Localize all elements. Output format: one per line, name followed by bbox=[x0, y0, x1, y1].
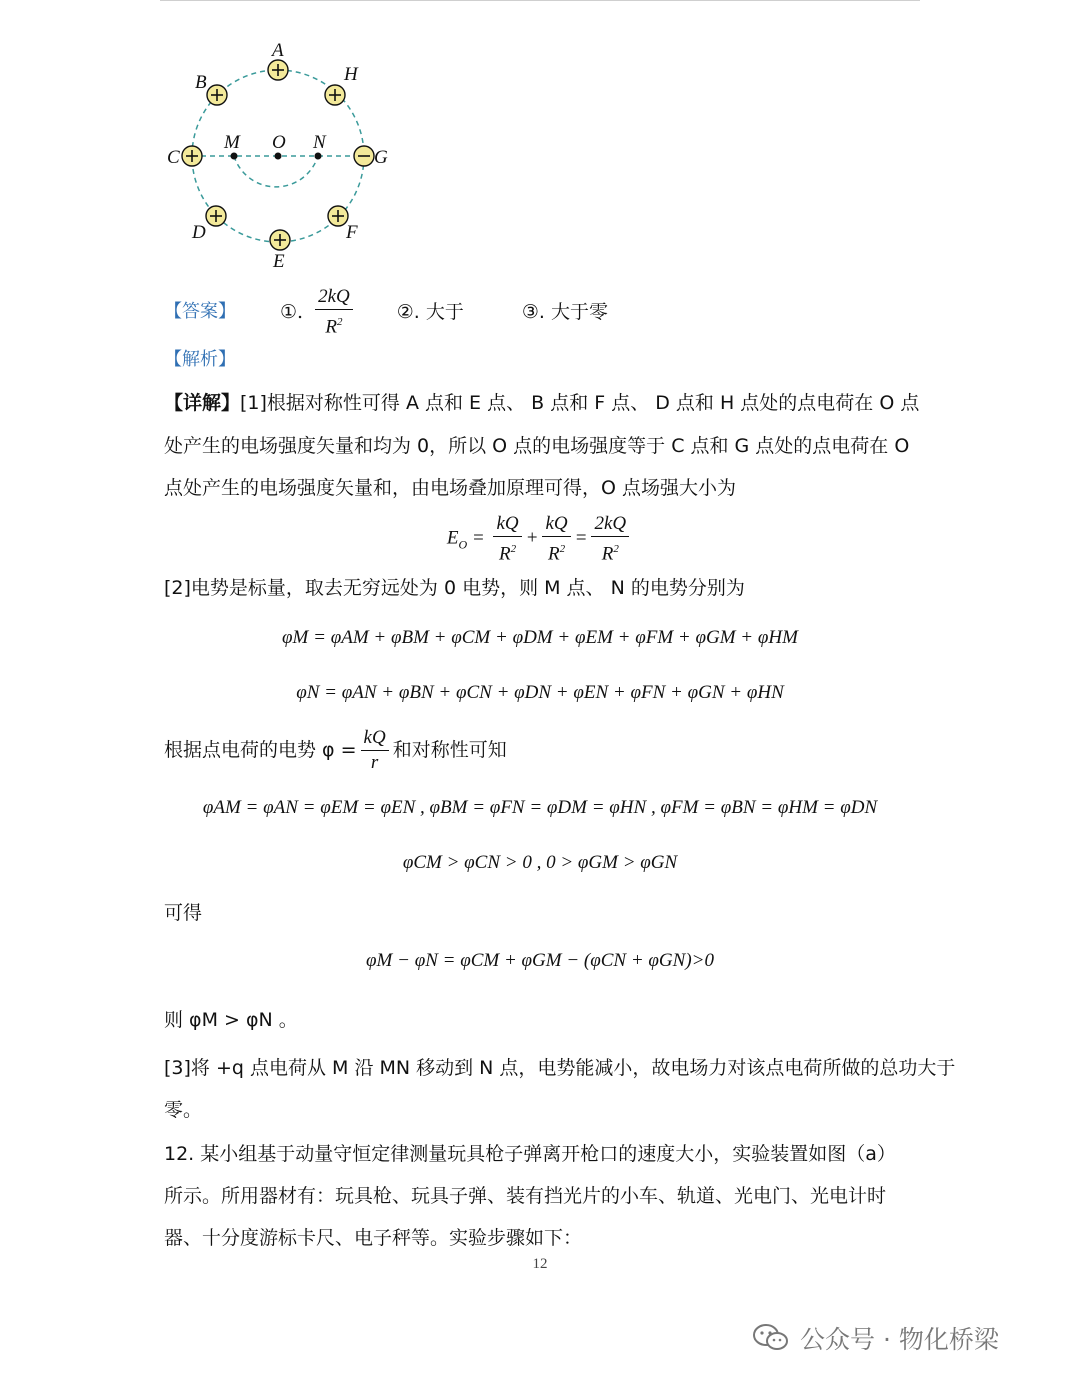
equation-inequality: φCM > φCN > 0 , 0 > φGM > φGN bbox=[402, 852, 678, 873]
charge-h-plus bbox=[325, 85, 345, 105]
wechat-icon bbox=[752, 1323, 790, 1353]
detail-line-7: 则 φM > φN 。 bbox=[164, 1009, 298, 1031]
detail-line-4: [2]电势是标量，取去无穷远处为 0 电势，则 M 点、 N 的电势分别为 bbox=[164, 577, 745, 599]
watermark-text: 公众号 · 物化桥梁 bbox=[800, 1325, 999, 1354]
detail-line-6: 可得 bbox=[164, 902, 203, 924]
detail-line-8: [3]将 +q 点电荷从 M 沿 MN 移动到 N 点，电势能减小，故电场力对该点电荷所做的总功大于 bbox=[164, 1057, 956, 1079]
equation-phi-n: φN = φAN + φBN + φCN + φDN + φEN + φFN + φGN + φHN bbox=[296, 682, 784, 703]
analysis-tag: 【解析】 bbox=[164, 349, 236, 370]
question-12-line-1: 12. 某小组基于动量守恒定律测量玩具枪子弹离开枪口的速度大小，实验装置如图（a） bbox=[164, 1143, 896, 1165]
point-n bbox=[315, 153, 322, 160]
detail-line-3: 点处产生的电场强度矢量和，由电场叠加原理可得，O 点场强大小为 bbox=[164, 477, 736, 499]
answer-1-fraction: $\frac{2kQ}{R^2}$ bbox=[315, 285, 353, 339]
question-12-line-3: 器、十分度游标卡尺、电子秤等。实验步骤如下： bbox=[164, 1227, 583, 1249]
question-12-line-2: 所示。所用器材有：玩具枪、玩具子弹、装有挡光片的小车、轨道、光电门、光电计时 bbox=[164, 1185, 887, 1207]
answer-3: ③. 大于零 bbox=[521, 301, 608, 323]
label-o: O bbox=[272, 132, 286, 153]
semicircle-mn bbox=[234, 156, 318, 187]
detail-line-5: 根据点电荷的电势 φ = $\frac{kQ}{r}$ 和对称性可知 bbox=[164, 726, 507, 773]
page-top-rule bbox=[160, 0, 920, 1]
label-f: F bbox=[346, 222, 358, 243]
label-g: G bbox=[374, 147, 388, 168]
charge-ring-figure bbox=[158, 36, 398, 276]
charge-d-plus bbox=[206, 206, 226, 226]
charge-f-plus bbox=[328, 206, 348, 226]
potential-fraction: $\frac{kQ}{r}$ bbox=[361, 726, 389, 775]
label-e: E bbox=[273, 251, 285, 272]
charge-b-plus bbox=[207, 85, 227, 105]
equation-difference: φM − φN = φCM + φGM − (φCN + φGN)>0 bbox=[366, 950, 714, 971]
point-o bbox=[275, 153, 282, 160]
watermark bbox=[752, 1318, 1062, 1358]
page-number: 12 bbox=[532, 1256, 548, 1272]
answer-2: ②. 大于 bbox=[396, 301, 464, 323]
charge-c-plus bbox=[182, 146, 202, 166]
equation-symmetry: φAM = φAN = φEM = φEN , φBM = φFN = φDM = φHN , φFM = φBN = φHM = φDN bbox=[202, 797, 878, 818]
answer-line bbox=[164, 285, 608, 338]
point-m bbox=[231, 153, 238, 160]
detail-tag: 【详解】 bbox=[164, 392, 241, 414]
charge-e-plus bbox=[270, 230, 290, 250]
detail-line-9: 零。 bbox=[164, 1099, 203, 1121]
label-n: N bbox=[313, 132, 326, 153]
label-b: B bbox=[195, 72, 207, 93]
charge-g-minus bbox=[354, 146, 374, 166]
answer-tag: 【答案】 bbox=[164, 301, 236, 322]
detail-line-2: 处产生的电场强度矢量和均为 0，所以 O 点的电场强度等于 C 点和 G 点处的点电荷在 O bbox=[164, 435, 910, 457]
label-d: D bbox=[192, 222, 206, 243]
label-m: M bbox=[224, 132, 240, 153]
detail-line-1: 【详解】[1]根据对称性可得 A 点和 E 点、 B 点和 F 点、 D 点和 H 点处的点电荷在 O 点 bbox=[164, 392, 920, 414]
equation-eo: $E_O$ = $\frac{kQ}{R^2}$ + $\frac{kQ}{R^2}$ = $\frac{2kQ}{R^2}$ bbox=[0, 512, 1080, 566]
charge-a-plus bbox=[268, 60, 288, 80]
label-h: H bbox=[344, 64, 358, 85]
label-c: C bbox=[167, 147, 180, 168]
answer-1-num: ①. bbox=[280, 301, 304, 323]
label-a: A bbox=[272, 40, 284, 61]
equation-phi-m: φM = φAM + φBM + φCM + φDM + φEM + φFM + φGM + φHM bbox=[282, 627, 798, 648]
